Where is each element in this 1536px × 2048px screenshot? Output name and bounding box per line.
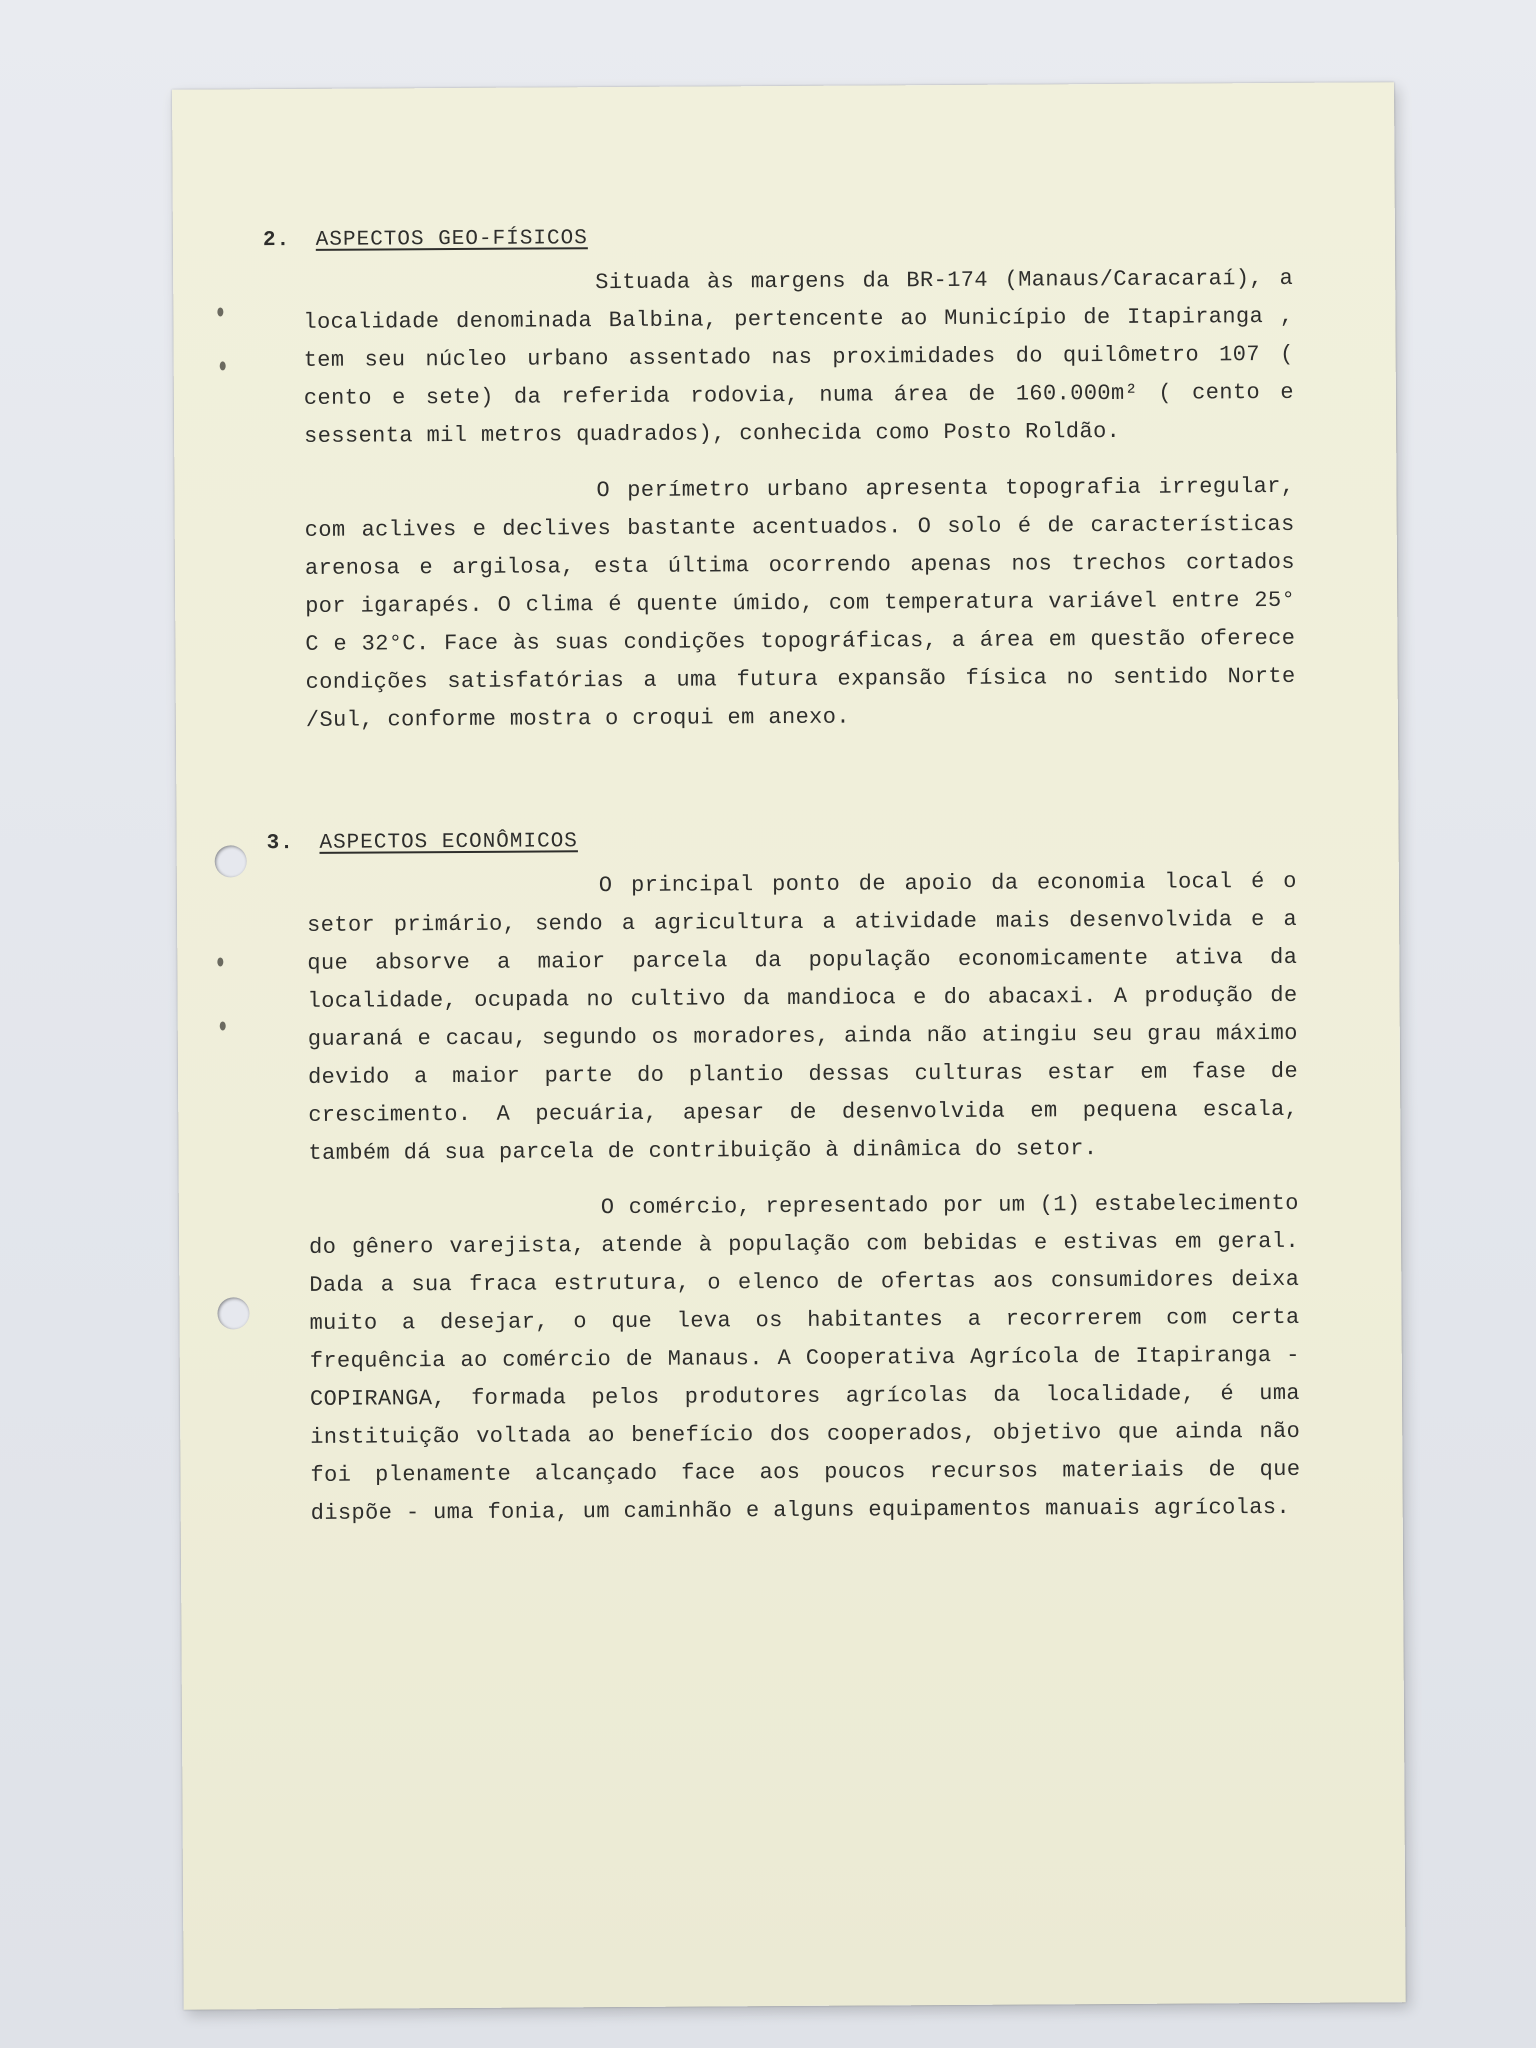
section-title: ASPECTOS ECONÔMICOS [319, 830, 578, 855]
paragraph: O perímetro urbano apresenta topografia irregular, com aclives e declives bastante acentuados. O solo é de características arenosa e argilosa, esta última ocorrendo apenas nos trechos cortados por igarapés. O clima é quente úmido, com temperatura variável entre 25° C e 32°C. Face às suas condições topográficas, a área em questão oferece condições satisfatórias a uma futura expansão física no sentido Norte /Sul, conforme mostra o croqui em anexo. [304, 473, 1296, 733]
document-body [262, 223, 1301, 1551]
section-text [307, 863, 1301, 1533]
section-heading [267, 826, 1297, 855]
ink-speck [217, 307, 223, 316]
section-text [303, 260, 1296, 740]
paragraph: Situada às margens da BR-174 (Manaus/Caracaraí), a localidade denominada Balbina, pertencente ao Município de Itapiranga , tem seu núcleo urbano assentado nas proximidades do quilômetro 107 ( cento e sete) da referida rodovia, numa área de 160.000m² ( cento e sessenta mil metros quadrados), conhecida como Posto Roldão. [303, 265, 1294, 449]
section-title: ASPECTOS GEO-FÍSICOS [315, 227, 588, 252]
ink-speck [220, 1021, 226, 1030]
section-heading [263, 223, 1293, 252]
paragraph: O principal ponto de apoio da economia local é o setor primário, sendo a agricultura a atividade mais desenvolvida e a que absorve a maior parcela da população economicamente ativa da localidade, ocupada no cultivo da mandioca e do abacaxi. A produção de guaraná e cacau, segundo os moradores, ainda não atingiu seu grau máximo devido a maior parte do plantio dessas culturas estar em fase de crescimento. A pecuária, apesar de desenvolvida em pequena escala, também dá sua parcela de contribuição à dinâmica do setor. [307, 868, 1299, 1166]
paragraph: O comércio, representado por um (1) estabelecimento do gênero varejista, atende à população com bebidas e estivas em geral. Dada a sua fraca estrutura, o elenco de ofertas aos consumidores deixa muito a desejar, o que leva os habitantes a recorrerem com certa frequência ao comércio de Manaus. A Cooperativa Agrícola de Itapiranga - COPIRANGA, formada pelos produtores agrícolas da localidade, é uma instituição voltada ao benefício dos cooperados, objetivo que ainda não foi plenamente alcançado face aos poucos recursos materiais de que dispõe - uma fonia, um caminhão e alguns equipamentos manuais agrícolas. [309, 1190, 1301, 1526]
punch-hole-bottom [217, 1297, 249, 1329]
ink-speck [217, 957, 223, 966]
section-economic [266, 826, 1301, 1533]
section-geo-physical [262, 223, 1296, 740]
paper-sheet [172, 82, 1406, 2009]
ink-speck [220, 361, 226, 370]
punch-hole-top [215, 845, 247, 877]
section-number: 2. [262, 229, 291, 253]
section-number: 3. [266, 832, 294, 856]
